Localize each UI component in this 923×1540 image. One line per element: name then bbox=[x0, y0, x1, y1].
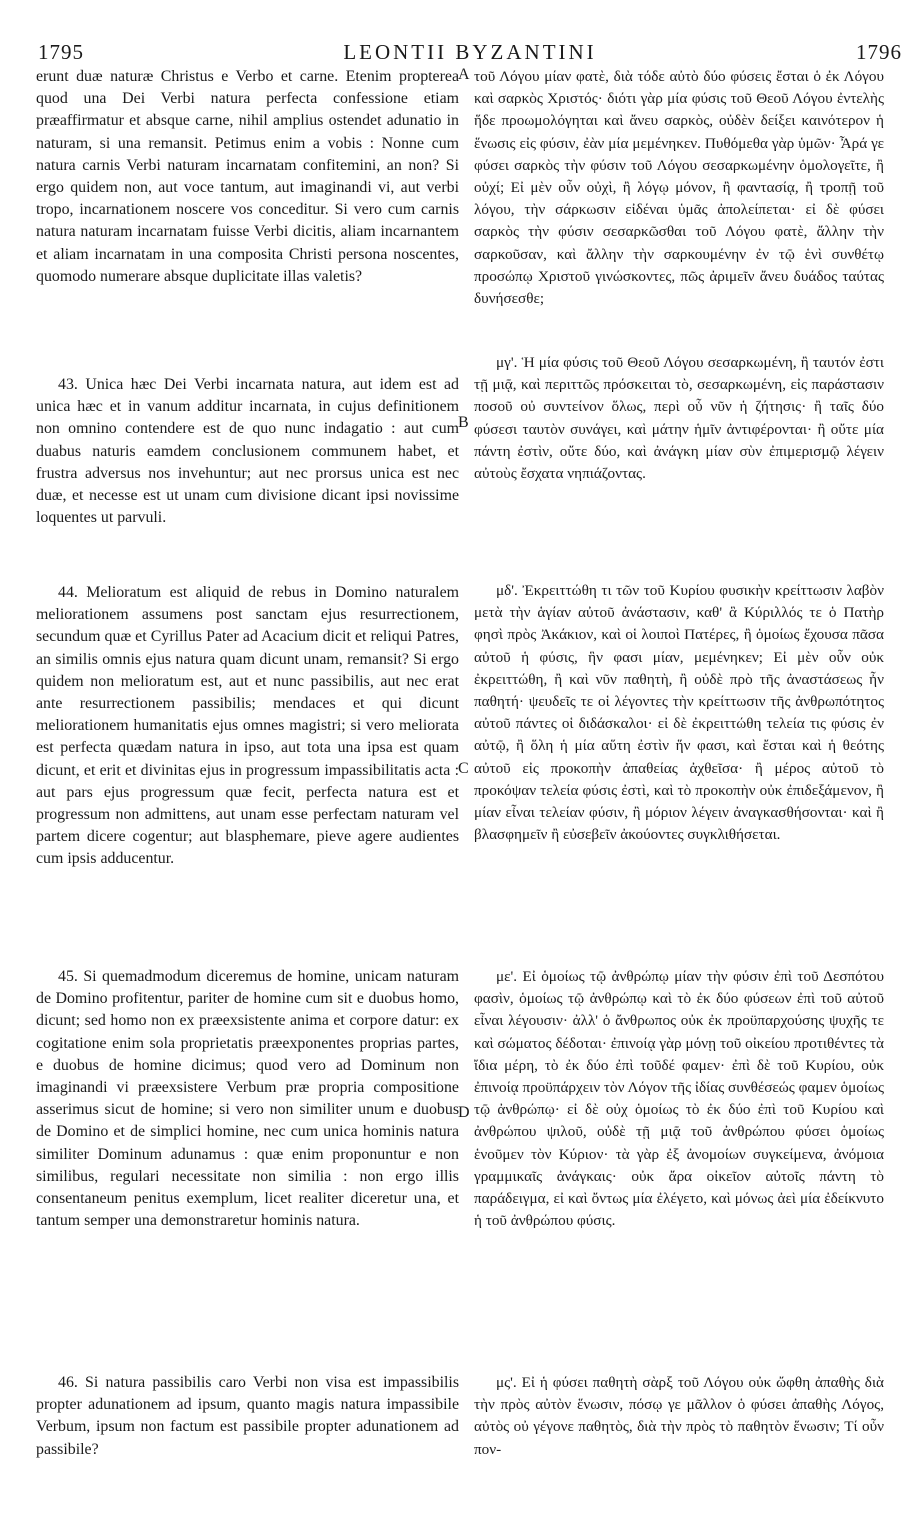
greek-paragraph-46: μς'. Εἰ ἡ φύσει παθητὴ σὰρξ τοῦ Λόγου οὐκ ὤφθη ἀπαθὴς διὰ τὴν πρὸς αὐτὸν ἕνωσιν, πόσῳ γε μᾶλλον ὁ φύσει ἀπαθὴς Λόγος, αὐτὸς οὐ γέγονε παθητὸς, διὰ τὴν πρὸς τὸ παθητὸν ἕνωσιν; Τί οὖν πον- bbox=[474, 1374, 884, 1458]
latin-paragraph-46: 46. Si natura passibilis caro Verbi non visa est impassibilis propter adunationem ad ipsum, quanto magis natura impassibile Verbum, ipsum non factum est passibile propter adunationem ad passibile? bbox=[36, 1374, 459, 1458]
margin-letter-c: C bbox=[458, 760, 469, 777]
greek-paragraph-42-end: τοῦ Λόγου μίαν φατὲ, διὰ τόδε αὐτὸ δύο φύσεις ἔσται ὁ ἐκ Λόγου καὶ σαρκὸς Χριστός· διότι γὰρ μία φύσις τοῦ Θεοῦ Λόγου ἐντελὴς ἥδε προωμολόγηται καὶ ἄνευ σαρκὸς, οὐδὲν δείξει καινότερον ἡ ἕνωσις εἰς φύσιν, ἐὰν μία μεμένηκεν. Πυθόμεθα γὰρ ὑμῶν· Ἆρά γε φύσει σαρκὸς τὴν φύσιν τοῦ Λόγου σεσαρκωμένην ὁμολογεῖτε, ἢ οὐχί; Εἰ μὲν οὖν οὐχὶ, ἢ λόγῳ μόνον, ἢ φαντασίᾳ, ἢ τροπῇ τοῦ λόγου, τὴν σάρκωσιν εἰδέναι ὑμᾶς ἀπολείπεται· εἰ δὲ φύσει σαρκὸς τὴν φύσιν σεσαρκῶσθαι τοῦ Λόγου φατὲ, ἄλλην τὴν σαρκοῦσαν, καὶ ἄλλην τὴν σαρκουμένην ἐν τῷ ἑνὶ συνθέτῳ προσώπῳ Χριστοῦ γινώσκοντες, πῶς ἀριμεῖν ἄνευ δυάδος ταύτας δυνήσεσθε; bbox=[474, 68, 884, 308]
greek-paragraph-43: μγ'. Ἡ μία φύσις τοῦ Θεοῦ Λόγου σεσαρκωμένη, ἢ ταυτόν ἐστι τῇ μιᾷ, καὶ περιττῶς πρόσκειται τὸ, σεσαρκωμένη, εἰς παράστασιν ποσοῦ οὐ συντείνον ὅλως, περὶ οὗ νῦν ἡ ζήτησις· ἢ ταῖς δύο φύσεσι ταυτὸν συνάγει, καὶ μάτην ἡμῖν ἀντιφέρονται· ἢ οὔτε μία πάντη ἐστὶν, οὔτε δύο, καὶ ἀνάγκη μίαν σὺν ἐπιμερισμῷ λέγειν αὐτοὺς ἔσχατα νηπιάζοντας. bbox=[474, 354, 884, 483]
latin-paragraph-44: 44. Melioratum est aliquid de rebus in Domino naturalem meliorationem assumens post sanctam ejus resurrectionem, secundum quæ et Cyrillus Pater ad Acacium dicit et reliqui Patres, an similis omnis ejus natura quam dicunt unam, remansit? Si ergo quidem non melioratum est, aut et nunc passibilis, aut nec erat ante resurrectionem passibilis; mendaces et qui dicunt meliorationem humanitatis ejus omnes magistri; si vero meliorata est perfecta quædam natura in ipso, aut tota una ipsa est quam dicunt, et erit et divinitas ejus in progressum impassibilitatis acta : aut pars ejus progressum quæ fecit, perfecta natura est et progressum non admittens, aut unam esse perfectam naturam vel partem dicere cogentur; aut blasphemare, pieve agere audientes cum ipsis adducentur. bbox=[36, 584, 459, 868]
running-header bbox=[38, 40, 902, 66]
latin-paragraph-43: 43. Unica hæc Dei Verbi incarnata natura, aut idem est ad unica hæc et in vanum additur incarnata, in cujus definitionem non omnino contendere est de quo nunc indagatio : aut cum duabus naturis eamdem conclusionem communem habet, et frustra adversus nos invehuntur; aut nec prorsus unica est nec duæ, et necesse est ut unam cum divisione dicant ipsi novissime loquentes ut parvuli. bbox=[36, 376, 459, 527]
page-number-left: 1795 bbox=[38, 40, 84, 64]
margin-letter-d: D bbox=[458, 1104, 470, 1121]
margin-letter-a: A bbox=[458, 66, 470, 83]
page-number-right: 1796 bbox=[856, 40, 902, 64]
greek-paragraph-45: με'. Εἰ ὁμοίως τῷ ἀνθρώπῳ μίαν τὴν φύσιν ἐπὶ τοῦ Δεσπότου φασὶν, ὁμοίως τῷ ἀνθρώπῳ καὶ τὸ ἐκ δύο φύσεων ἐπὶ τοῦ αὐτοῦ εἶναι λέγουσιν· ἀλλ' ὁ ἄνθρωπος οὐκ ἐκ προϋπαρχούσης ψυχῆς τε καὶ σώματος δέδοται· ἐπινοίᾳ γὰρ μόνῃ τοῦ οἰκείου προτιθέντες τὰ ἴδια μέρη, τὸ ἐκ δύο ἐπὶ τοῦδέ φαμεν· ἐπὶ δὲ τοῦ Κυρίου, οὐκ ἐπινοίᾳ προϋπάρχειν τὸν Λόγον τῆς ἰδίας συνθέσεώς φαμεν ὁμοίως τῷ ἀνθρώπῳ· εἰ δὲ οὐχ ὁμοίως τὸ ἐκ δύο ἐπὶ τοῦ Κυρίου καὶ ἀνθρώπου ψιλοῦ, οὐδὲ τῇ μιᾷ τοῦ ἀνθρώπου φύσει ὁμοίως ἑνοῦμεν τὸν Κύριον· τὰ γὰρ ἐξ ἀνομοίων συγκείμενα, ἀνόμοια γραμμικαῖς ἀνάγκαις· οὐκ ἄρα οἰκεῖον αὐτοῖς πάντη τὸ παράδειγμα, εἰ καὶ ὄντως μία ἐλέγετο, καὶ μόνως ἀεὶ μία ἐδείκνυτο ἡ τοῦ ἀνθρώπου φύσις. bbox=[474, 968, 884, 1230]
running-title: LEONTII BYZANTINI bbox=[343, 40, 597, 64]
margin-letter-b: B bbox=[458, 414, 469, 431]
latin-paragraph-42-end: erunt duæ naturæ Christus e Verbo et carne. Etenim propterea quod una Dei Verbi natura perfecta confessione etiam præaffirmatur et absque carne, nihil amplius ostendet adunatio in naturam, si una remansit. Petimus enim a vobis : Nonne cum natura carnis Verbi naturam incarnatam confitemini, an non? Si ergo quidem non, aut voce tantum, aut imaginandi vi, aut verbi tropo, incarnationem noscere vos conceditur. Si vero cum carnis natura naturam incarnatam fuisse Verbi dicitis, aliam incarnantem et aliam incarnatam in una composita Christi persona noscentes, quomodo numerare absque duplicitate illas valetis? bbox=[36, 68, 459, 285]
greek-paragraph-44: μδ'. Ἐκρειττώθη τι τῶν τοῦ Κυρίου φυσικὴν κρείττωσιν λαβὸν μετὰ τὴν ἁγίαν αὐτοῦ ἀνάστασιν, καθ' ἃ Κύριλλός τε ὁ Πατὴρ φησὶ πρὸς Ἀκάκιον, καὶ οἱ λοιποὶ Πατέρες, ἢ ὁμοίως ἔχουσα πᾶσα αὐτοῦ ἡ φύσις, ἣν φασι μίαν, μεμένηκεν; Εἰ μὲν οὖν οὐκ ἐκρειττώθη, ἢ καὶ νῦν παθητὴ, ἢ οὐδὲ πρὸ τῆς ἀναστάσεως ἦν παθητή· ψευδεῖς τε οἱ λέγοντες τὴν κρείττωσιν τῆς ἀνθρωπότητος αὐτοῦ πάντες οἱ διδάσκαλοι· εἰ δὲ ἐκρειττώθη τελεία τις φύσις ἐν αὐτῷ, ἢ ὅλη ἡ μία αὕτη ἐστὶν ἥν φασι, καὶ ἔσται καὶ ἡ θεότης αὐτοῦ εἰς προκοπὴν ἀπαθείας ἀχθεῖσα· ἢ μέρος αὐτοῦ τὸ προκόψαν τελεία φύσις ἐστὶ, καὶ τὸ προκοπὴν οὐκ ἐπιδεξάμενον, ἢ μίαν εἶναι τελείαν φύσιν, ἢ μόριον λέγειν ἀναγκασθήσονται· καὶ ἢ βλασφημεῖν ἢ εὐσεβεῖν ἀκούοντες συγκλιθήσεται. bbox=[474, 582, 884, 844]
latin-paragraph-45: 45. Si quemadmodum diceremus de homine, unicam naturam de Domino profitentur, pariter de homine cum sit e duobus homo, dicunt; sed homo non ex præexsistente anima et corpore datur: ex cogitatione enim sola proprietatis præexponentes proprias partes, e duobus de homine dicimus; quod vero ad Dominum non imaginandi vi præexsistere Verbum præ propria compositione asserimus sicut de homine; si vero non similiter unum e duobus de Domino et de simplici homine, nec cum unica hominis natura similiter Dominum adunamus : quæ enim proponuntur e non similibus, regulari necessitate non similia : non ergo illis consentaneum penitus exemplum, licet realiter diceretur una, et tantum semper una demonstraretur hominis natura. bbox=[36, 968, 459, 1230]
